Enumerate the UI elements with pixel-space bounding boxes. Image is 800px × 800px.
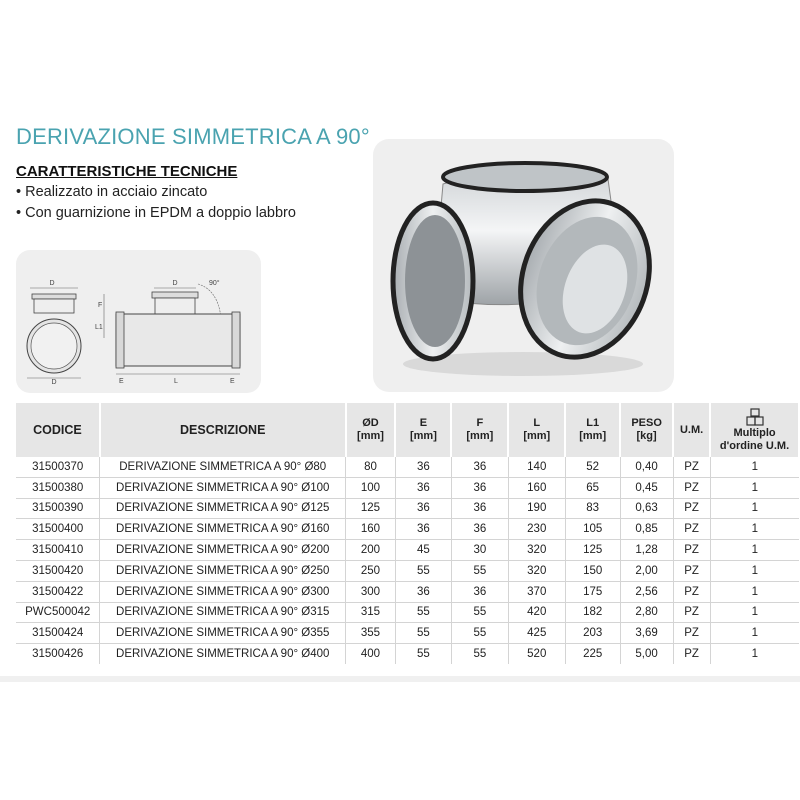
technical-drawing (16, 250, 261, 393)
col-header-d-unit: [mm] (357, 430, 384, 442)
cell-peso: 2,56 (620, 581, 673, 602)
cell-l: 370 (508, 581, 565, 602)
cell-um: PZ (673, 644, 710, 664)
col-header-l1-unit: [mm] (579, 430, 607, 442)
page-title: DERIVAZIONE SIMMETRICA A 90° (16, 124, 370, 149)
cell-codice: PWC500042 (16, 602, 100, 623)
product-photo-panel (373, 139, 674, 392)
table-row (16, 477, 799, 498)
cell-e: 55 (395, 644, 451, 664)
cell-d: 300 (346, 581, 396, 602)
dim-label-d-top: D (49, 280, 55, 287)
table-row (16, 581, 799, 602)
cell-l1: 105 (565, 519, 620, 540)
cell-f: 36 (451, 457, 508, 477)
dim-label-e-left: E (119, 378, 124, 385)
cell-codice: 31500422 (16, 581, 100, 602)
product-image (373, 139, 674, 392)
cell-descrizione: DERIVAZIONE SIMMETRICA A 90° Ø400 (100, 644, 346, 664)
cell-peso: 3,69 (620, 623, 673, 644)
cell-um: PZ (673, 457, 710, 477)
cell-codice: 31500370 (16, 457, 100, 477)
feature-item: • Con guarnizione in EPDM a doppio labbro (16, 203, 296, 224)
cell-multiplo: 1 (751, 460, 758, 473)
cell-l1: 203 (565, 623, 620, 644)
table-row (16, 457, 799, 477)
cell-f: 30 (451, 540, 508, 561)
cell-descrizione: DERIVAZIONE SIMMETRICA A 90° Ø355 (100, 623, 346, 644)
table-row (16, 540, 799, 561)
col-header-peso-label: PESO (631, 417, 662, 429)
cell-descrizione: DERIVAZIONE SIMMETRICA A 90° Ø160 (100, 519, 346, 540)
cell-descrizione: DERIVAZIONE SIMMETRICA A 90° Ø315 (100, 602, 346, 623)
cell-f: 36 (451, 477, 508, 498)
cell-peso: 0,63 (620, 498, 673, 519)
dim-label-l: L (174, 378, 178, 385)
dim-label-angle: 90° (209, 280, 220, 287)
col-header-l (508, 403, 565, 457)
cell-descrizione: DERIVAZIONE SIMMETRICA A 90° Ø250 (100, 560, 346, 581)
cell-f: 36 (451, 498, 508, 519)
cell-multiplo: 1 (710, 560, 799, 581)
cell-codice: 31500390 (16, 498, 100, 519)
col-header-peso-unit: [kg] (636, 430, 657, 442)
col-header-f (451, 403, 508, 457)
cell-d: 200 (346, 540, 396, 561)
table-row (16, 623, 799, 644)
col-header-e-unit: [mm] (409, 430, 437, 442)
col-header-descrizione: DESCRIZIONE (100, 403, 346, 457)
cell-multiplo: 1 (710, 623, 799, 644)
feature-item: • Realizzato in acciaio zincato (16, 182, 296, 203)
col-header-l1 (565, 403, 620, 457)
cell-d: 315 (346, 602, 396, 623)
cell-e: 55 (395, 623, 451, 644)
cell-multiplo: 1 (710, 602, 799, 623)
cell-l1: 125 (565, 540, 620, 561)
cell-codice: 31500424 (16, 623, 100, 644)
cell-d: 250 (346, 560, 396, 581)
cell-descrizione: DERIVAZIONE SIMMETRICA A 90° Ø300 (100, 581, 346, 602)
col-header-d (346, 403, 396, 457)
cell-f: 55 (451, 623, 508, 644)
table-header-row (16, 403, 799, 457)
cell-descrizione: DERIVAZIONE SIMMETRICA A 90° Ø200 (100, 540, 346, 561)
col-header-multiplo (710, 403, 799, 457)
cell-l1: 150 (565, 560, 620, 581)
cell-peso: 0,45 (620, 477, 673, 498)
cell-um: PZ (673, 581, 710, 602)
col-header-l1-label: L1 (586, 417, 600, 429)
cell-d: 355 (346, 623, 396, 644)
cell-l1: 83 (565, 498, 620, 519)
cell-peso: 5,00 (620, 644, 673, 664)
table-row (16, 519, 799, 540)
cell-peso: 2,80 (620, 602, 673, 623)
footer-band (0, 676, 800, 682)
col-header-e (395, 403, 451, 457)
table-row (16, 602, 799, 623)
col-header-l-label: L (533, 417, 541, 429)
cell-um: PZ (673, 519, 710, 540)
dim-label-f: F (98, 302, 103, 309)
cell-multiplo: 1 (710, 540, 799, 561)
cell-codice: 31500410 (16, 540, 100, 561)
col-header-multiplo-label-2: d'ordine U.M. (719, 439, 790, 452)
cell-l: 230 (508, 519, 565, 540)
col-header-f-unit: [mm] (466, 430, 494, 442)
table-row (16, 644, 799, 664)
cell-multiplo: 1 (710, 581, 799, 602)
cell-l1: 182 (565, 602, 620, 623)
cell-l: 425 (508, 623, 565, 644)
cell-codice: 31500380 (16, 477, 100, 498)
col-header-um: U.M. (673, 403, 710, 457)
table-row (16, 498, 799, 519)
cell-multiplo: 1 (710, 519, 799, 540)
feature-list (16, 182, 296, 224)
cell-codice: 31500420 (16, 560, 100, 581)
cell-d: 80 (346, 457, 396, 477)
cell-e: 36 (395, 477, 451, 498)
cell-um: PZ (673, 560, 710, 581)
table-row (16, 560, 799, 581)
cell-peso: 1,28 (620, 540, 673, 561)
cell-e: 36 (395, 519, 451, 540)
col-header-codice: CODICE (16, 403, 100, 457)
cell-f: 36 (451, 581, 508, 602)
cell-f: 55 (451, 644, 508, 664)
cell-e: 36 (395, 457, 451, 477)
cell-l: 320 (508, 560, 565, 581)
col-header-e-label: E (419, 417, 428, 429)
cell-l1: 175 (565, 581, 620, 602)
cell-e: 55 (395, 602, 451, 623)
cell-l: 190 (508, 498, 565, 519)
cell-descrizione: DERIVAZIONE SIMMETRICA A 90° Ø100 (100, 477, 346, 498)
cell-multiplo: 1 (710, 644, 799, 664)
cell-f: 55 (451, 602, 508, 623)
cell-d: 100 (346, 477, 396, 498)
cell-f: 55 (451, 560, 508, 581)
dim-label-e-right: E (230, 378, 235, 385)
cell-um: PZ (673, 477, 710, 498)
dim-label-l1: L1 (95, 324, 103, 331)
cell-d: 125 (346, 498, 396, 519)
cell-l1: 225 (565, 644, 620, 664)
cell-e: 45 (395, 540, 451, 561)
cell-l1: 65 (565, 477, 620, 498)
cell-um: PZ (673, 623, 710, 644)
cell-l: 320 (508, 540, 565, 561)
cell-l: 140 (508, 457, 565, 477)
col-header-multiplo-label: Multiplo (733, 426, 776, 439)
cell-um: PZ (673, 602, 710, 623)
cell-peso: 2,00 (620, 560, 673, 581)
cell-peso: 0,85 (620, 519, 673, 540)
section-subtitle: CARATTERISTICHE TECNICHE (16, 163, 238, 180)
cell-peso: 0,40 (620, 457, 673, 477)
cell-descrizione: DERIVAZIONE SIMMETRICA A 90° Ø125 (100, 498, 346, 519)
spec-table (16, 403, 800, 664)
cell-e: 36 (395, 498, 451, 519)
col-header-d-label: ØD (362, 417, 379, 429)
col-header-f-label: F (476, 417, 484, 429)
cell-um: PZ (673, 498, 710, 519)
cell-e: 36 (395, 581, 451, 602)
cell-d: 160 (346, 519, 396, 540)
technical-drawing-panel (16, 250, 261, 393)
cell-l1: 52 (565, 457, 620, 477)
cell-e: 55 (395, 560, 451, 581)
cell-l: 420 (508, 602, 565, 623)
dim-label-d-branch: D (172, 280, 178, 287)
cell-f: 36 (451, 519, 508, 540)
cell-l: 520 (508, 644, 565, 664)
cell-descrizione: DERIVAZIONE SIMMETRICA A 90° Ø80 (100, 457, 346, 477)
cell-multiplo: 1 (710, 498, 799, 519)
cell-multiplo: 1 (710, 477, 799, 498)
cell-d: 400 (346, 644, 396, 664)
col-header-l-unit: [mm] (523, 430, 551, 442)
cell-codice: 31500426 (16, 644, 100, 664)
cell-codice: 31500400 (16, 519, 100, 540)
cell-um: PZ (673, 540, 710, 561)
box-stack-icon (746, 408, 764, 426)
col-header-peso (620, 403, 673, 457)
cell-l: 160 (508, 477, 565, 498)
dim-label-d-bottom: D (51, 379, 57, 386)
